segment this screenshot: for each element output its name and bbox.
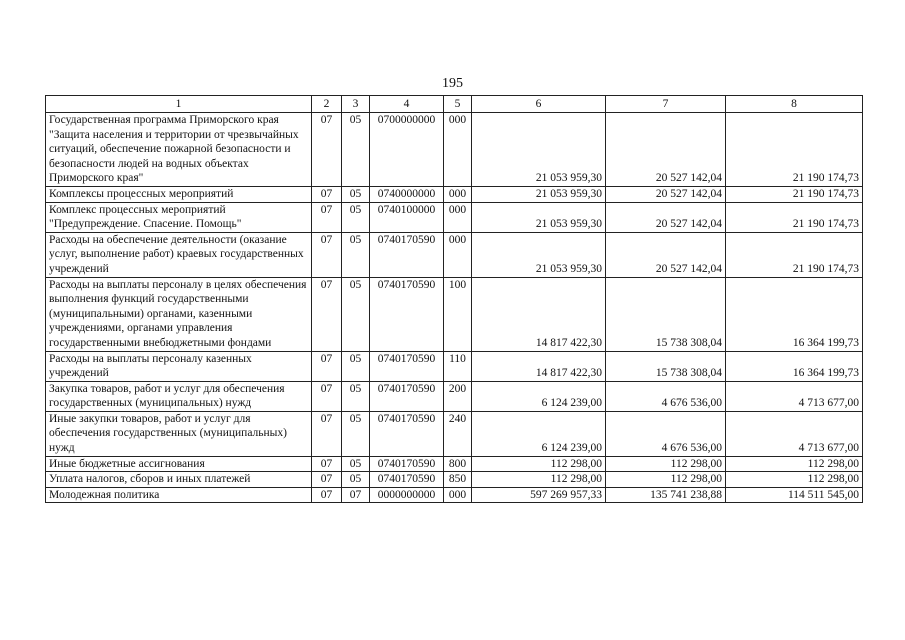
row-amount-col8: 112 298,00 xyxy=(726,456,863,472)
row-name: Комплексы процессных мероприятий xyxy=(46,186,312,202)
row-amount-col6: 6 124 239,00 xyxy=(472,381,606,411)
row-subsection: 05 xyxy=(342,113,370,187)
row-section: 07 xyxy=(312,232,342,277)
row-amount-col7: 4 676 536,00 xyxy=(606,381,726,411)
row-amount-col7: 112 298,00 xyxy=(606,472,726,488)
row-expense-type: 850 xyxy=(444,472,472,488)
row-amount-col6: 14 817 422,30 xyxy=(472,277,606,351)
row-name: Иные бюджетные ассигнования xyxy=(46,456,312,472)
row-amount-col8: 114 511 545,00 xyxy=(726,487,863,503)
table-row xyxy=(46,113,863,187)
row-amount-col6: 21 053 959,30 xyxy=(472,186,606,202)
row-section: 07 xyxy=(312,487,342,503)
column-header: 7 xyxy=(606,96,726,113)
row-amount-col6: 14 817 422,30 xyxy=(472,351,606,381)
row-expense-type: 240 xyxy=(444,411,472,456)
row-amount-col6: 21 053 959,30 xyxy=(472,202,606,232)
row-amount-col6: 597 269 957,33 xyxy=(472,487,606,503)
column-header: 1 xyxy=(46,96,312,113)
table-row xyxy=(46,351,863,381)
row-name: Уплата налогов, сборов и иных платежей xyxy=(46,472,312,488)
column-header: 2 xyxy=(312,96,342,113)
row-expense-type: 200 xyxy=(444,381,472,411)
row-expense-type: 000 xyxy=(444,113,472,187)
row-amount-col6: 21 053 959,30 xyxy=(472,232,606,277)
row-section: 07 xyxy=(312,277,342,351)
row-amount-col6: 6 124 239,00 xyxy=(472,411,606,456)
row-section: 07 xyxy=(312,411,342,456)
row-amount-col7: 20 527 142,04 xyxy=(606,113,726,187)
row-target-code: 0740000000 xyxy=(370,186,444,202)
row-name: Комплекс процессных мероприятий "Предупреждение. Спасение. Помощь" xyxy=(46,202,312,232)
table-row xyxy=(46,232,863,277)
row-amount-col8: 21 190 174,73 xyxy=(726,186,863,202)
row-amount-col7: 135 741 238,88 xyxy=(606,487,726,503)
table-row xyxy=(46,186,863,202)
row-section: 07 xyxy=(312,186,342,202)
row-amount-col7: 15 738 308,04 xyxy=(606,351,726,381)
table-row xyxy=(46,277,863,351)
row-expense-type: 000 xyxy=(444,487,472,503)
row-target-code: 0740170590 xyxy=(370,351,444,381)
row-subsection: 05 xyxy=(342,232,370,277)
row-name: Расходы на обеспечение деятельности (оказание услуг, выполнение работ) краевых государственных учреждений xyxy=(46,232,312,277)
table-row xyxy=(46,411,863,456)
column-header: 3 xyxy=(342,96,370,113)
row-name: Расходы на выплаты персоналу казенных учреждений xyxy=(46,351,312,381)
row-subsection: 05 xyxy=(342,202,370,232)
table-row xyxy=(46,487,863,503)
row-amount-col7: 15 738 308,04 xyxy=(606,277,726,351)
row-expense-type: 000 xyxy=(444,202,472,232)
row-amount-col7: 112 298,00 xyxy=(606,456,726,472)
row-amount-col6: 112 298,00 xyxy=(472,472,606,488)
row-target-code: 0700000000 xyxy=(370,113,444,187)
column-header: 4 xyxy=(370,96,444,113)
row-target-code: 0740170590 xyxy=(370,277,444,351)
row-section: 07 xyxy=(312,113,342,187)
row-subsection: 05 xyxy=(342,411,370,456)
row-expense-type: 000 xyxy=(444,232,472,277)
row-amount-col6: 21 053 959,30 xyxy=(472,113,606,187)
row-amount-col8: 21 190 174,73 xyxy=(726,113,863,187)
row-subsection: 05 xyxy=(342,381,370,411)
row-amount-col8: 4 713 677,00 xyxy=(726,381,863,411)
header-row xyxy=(46,96,863,113)
row-target-code: 0740170590 xyxy=(370,411,444,456)
row-target-code: 0000000000 xyxy=(370,487,444,503)
row-amount-col8: 21 190 174,73 xyxy=(726,232,863,277)
row-expense-type: 000 xyxy=(444,186,472,202)
row-target-code: 0740170590 xyxy=(370,472,444,488)
row-expense-type: 800 xyxy=(444,456,472,472)
row-amount-col8: 21 190 174,73 xyxy=(726,202,863,232)
row-amount-col7: 4 676 536,00 xyxy=(606,411,726,456)
row-amount-col8: 16 364 199,73 xyxy=(726,351,863,381)
row-target-code: 0740100000 xyxy=(370,202,444,232)
table-row xyxy=(46,381,863,411)
column-header: 8 xyxy=(726,96,863,113)
row-target-code: 0740170590 xyxy=(370,232,444,277)
row-name: Закупка товаров, работ и услуг для обеспечения государственных (муниципальных) нужд xyxy=(46,381,312,411)
row-section: 07 xyxy=(312,456,342,472)
row-subsection: 05 xyxy=(342,472,370,488)
row-subsection: 05 xyxy=(342,456,370,472)
table-row xyxy=(46,202,863,232)
row-expense-type: 110 xyxy=(444,351,472,381)
budget-table xyxy=(45,95,863,503)
row-name: Государственная программа Приморского края "Защита населения и территории от чрезвычайных ситуаций, обеспечение пожарной безопасности и безопасности людей на водных объектах Приморского края" xyxy=(46,113,312,187)
row-amount-col8: 112 298,00 xyxy=(726,472,863,488)
row-name: Иные закупки товаров, работ и услуг для обеспечения государственных (муниципальных) нужд xyxy=(46,411,312,456)
row-section: 07 xyxy=(312,351,342,381)
row-amount-col7: 20 527 142,04 xyxy=(606,186,726,202)
row-subsection: 05 xyxy=(342,186,370,202)
table-row xyxy=(46,472,863,488)
row-amount-col8: 16 364 199,73 xyxy=(726,277,863,351)
row-section: 07 xyxy=(312,381,342,411)
row-amount-col7: 20 527 142,04 xyxy=(606,202,726,232)
row-subsection: 07 xyxy=(342,487,370,503)
row-subsection: 05 xyxy=(342,351,370,381)
row-expense-type: 100 xyxy=(444,277,472,351)
row-name: Расходы на выплаты персоналу в целях обеспечения выполнения функций государственными (муниципальными) органами, казенными учреждениями, органами управления государственными внебюджетными фондами xyxy=(46,277,312,351)
row-target-code: 0740170590 xyxy=(370,381,444,411)
row-amount-col7: 20 527 142,04 xyxy=(606,232,726,277)
row-section: 07 xyxy=(312,472,342,488)
row-amount-col6: 112 298,00 xyxy=(472,456,606,472)
row-amount-col8: 4 713 677,00 xyxy=(726,411,863,456)
row-section: 07 xyxy=(312,202,342,232)
row-name: Молодежная политика xyxy=(46,487,312,503)
row-target-code: 0740170590 xyxy=(370,456,444,472)
page-number: 195 xyxy=(442,76,463,91)
column-header: 6 xyxy=(472,96,606,113)
column-header: 5 xyxy=(444,96,472,113)
table-row xyxy=(46,456,863,472)
row-subsection: 05 xyxy=(342,277,370,351)
